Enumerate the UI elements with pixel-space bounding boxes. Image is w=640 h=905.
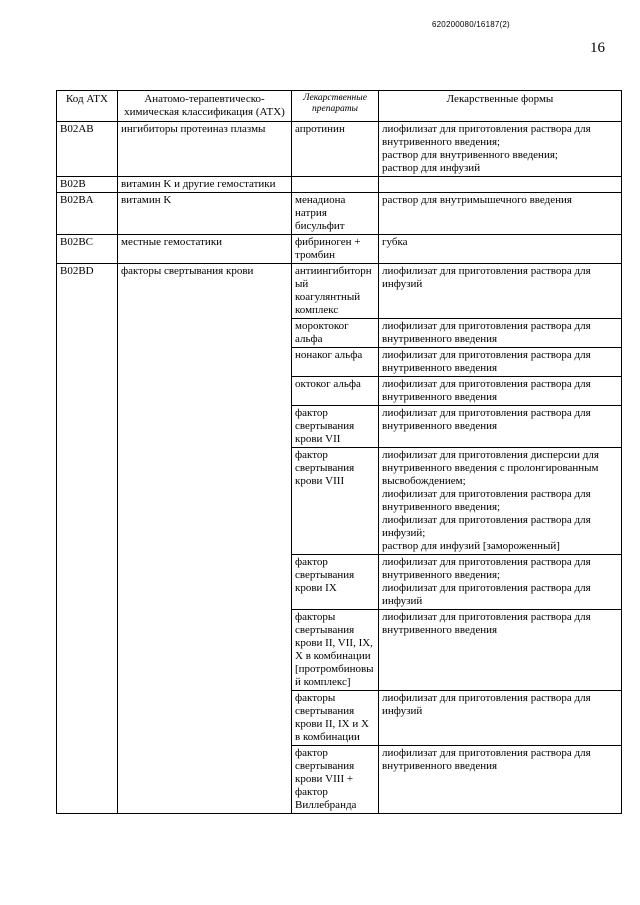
cell-classification: витамин K (118, 193, 292, 235)
cell-drug: фактор свертывания крови VII (292, 406, 379, 448)
cell-drug: апротинин (292, 122, 379, 177)
cell-form: лиофилизат для приготовления раствора для внутривенного введения; лиофилизат для приготовления раствора для инфузий (379, 555, 622, 610)
cell-drug: фактор свертывания крови VIII (292, 448, 379, 555)
table-header-row (57, 91, 622, 122)
table-row (57, 193, 622, 235)
cell-form: лиофилизат для приготовления раствора для внутривенного введения (379, 406, 622, 448)
cell-form: лиофилизат для приготовления раствора для инфузий (379, 691, 622, 746)
cell-drug (292, 177, 379, 193)
header-drugs: Лекарственные препараты (292, 91, 379, 122)
cell-form: лиофилизат для приготовления раствора для внутривенного введения (379, 377, 622, 406)
cell-form: раствор для внутримышечного введения (379, 193, 622, 235)
cell-classification: местные гемостатики (118, 235, 292, 264)
table-row (57, 122, 622, 177)
header-classification: Анатомо-терапевтическо-химическая классификация (АТХ) (118, 91, 292, 122)
table-row (57, 177, 622, 193)
cell-classification: витамин K и другие гемостатики (118, 177, 292, 193)
cell-form (379, 177, 622, 193)
cell-drug: октоког альфа (292, 377, 379, 406)
cell-form: лиофилизат для приготовления дисперсии для внутривенного введения с пролонгированным высвобождением; лиофилизат для приготовления раствора для внутривенного введения; лиофилизат для приготовления раствора для инфузий; раствор для инфузий [замороженный] (379, 448, 622, 555)
header-code: Код АТХ (57, 91, 118, 122)
page-number: 16 (590, 40, 605, 56)
cell-form: лиофилизат для приготовления раствора для внутривенного введения (379, 610, 622, 691)
cell-form: лиофилизат для приготовления раствора для внутривенного введения (379, 319, 622, 348)
cell-form: лиофилизат для приготовления раствора для внутривенного введения; раствор для внутривенного введения; раствор для инфузий (379, 122, 622, 177)
header-forms: Лекарственные формы (379, 91, 622, 122)
cell-code: B02BD (57, 264, 118, 814)
cell-drug: фибриноген + тромбин (292, 235, 379, 264)
table-row (57, 235, 622, 264)
cell-drug: антиингибиторный коагулянтный комплекс (292, 264, 379, 319)
cell-form: лиофилизат для приготовления раствора для внутривенного введения (379, 746, 622, 814)
cell-code: B02BA (57, 193, 118, 235)
cell-drug: факторы свертывания крови II, VII, IX, X в комбинации [протромбиновый комплекс] (292, 610, 379, 691)
document-id: 620200080/16187(2) (432, 20, 510, 29)
cell-drug: менадиона натрия бисульфит (292, 193, 379, 235)
cell-classification: факторы свертывания крови (118, 264, 292, 814)
cell-form: лиофилизат для приготовления раствора для внутривенного введения (379, 348, 622, 377)
cell-code: B02B (57, 177, 118, 193)
cell-code: B02BC (57, 235, 118, 264)
cell-drug: факторы свертывания крови II, IX и X в комбинации (292, 691, 379, 746)
cell-form: лиофилизат для приготовления раствора для инфузий (379, 264, 622, 319)
cell-form: губка (379, 235, 622, 264)
cell-drug: фактор свертывания крови VIII + фактор Виллебранда (292, 746, 379, 814)
atc-table (56, 90, 622, 814)
table-row (57, 264, 622, 319)
cell-drug: мороктоког альфа (292, 319, 379, 348)
cell-drug: нонаког альфа (292, 348, 379, 377)
cell-code: B02AB (57, 122, 118, 177)
cell-classification: ингибиторы протеиназ плазмы (118, 122, 292, 177)
cell-drug: фактор свертывания крови IX (292, 555, 379, 610)
